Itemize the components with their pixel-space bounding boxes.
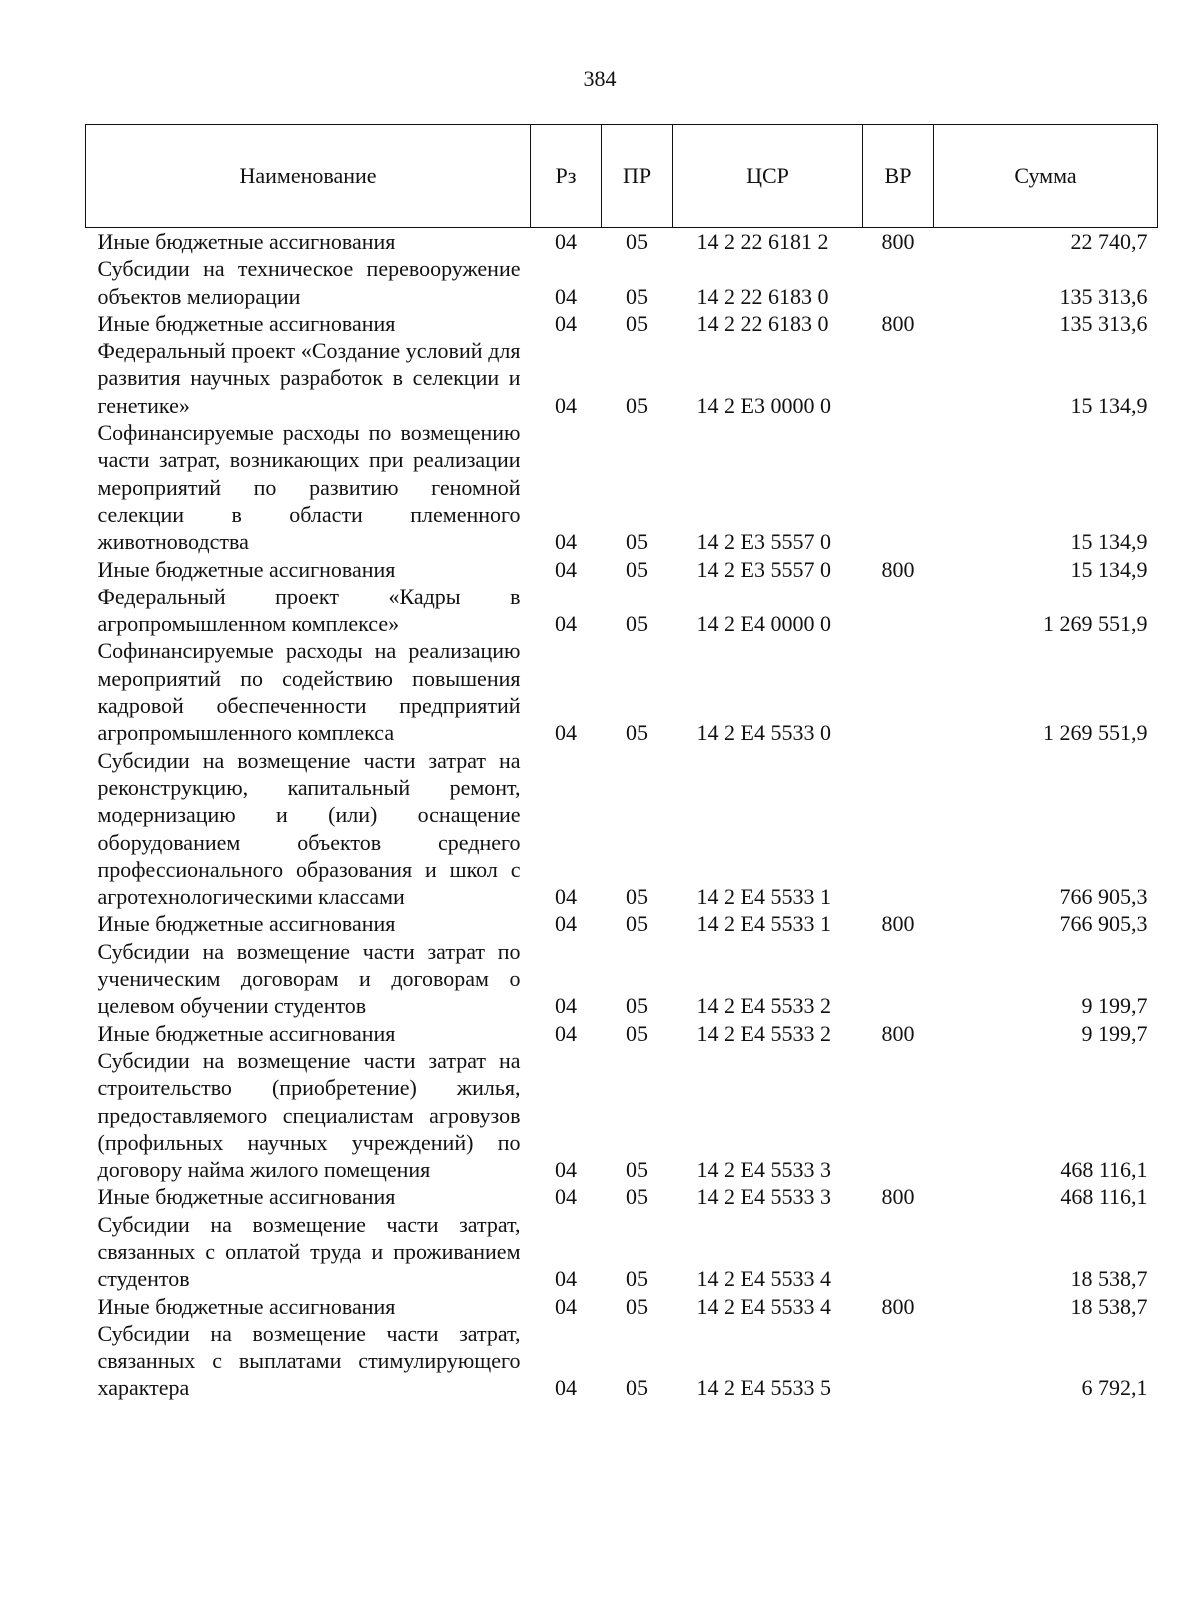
header-name: Наименование — [86, 125, 531, 228]
cell-vr — [863, 583, 934, 638]
cell-csr: 14 2 22 6181 2 — [696, 229, 829, 254]
cell-name: Иные бюджетные ассигнования — [97, 1020, 396, 1046]
cell-name: Иные бюджетные ассигнования — [97, 911, 396, 937]
cell-name: Иные бюджетные ассигнования — [97, 229, 396, 254]
cell-rz: 04 — [555, 1266, 577, 1292]
cell-name: Федеральный проект «Кадры в агропромышленном комплексе» — [97, 583, 521, 637]
cell-sum: 15 134,9 — [1070, 529, 1148, 555]
cell-name: Субсидии на возмещение части затрат по ученическим договорам и договорам о целевом обучении студентов — [97, 938, 521, 1019]
cell-pr: 05 — [626, 1157, 648, 1183]
cell-pr: 05 — [626, 1266, 648, 1292]
header-sum: Сумма — [934, 125, 1158, 228]
table-row — [86, 337, 1158, 419]
table-row — [86, 556, 1158, 583]
cell-name: Субсидии на техническое перевооружение объектов мелиорации — [97, 256, 521, 309]
cell-vr: 800 — [881, 310, 915, 336]
cell-name: Софинансируемые расходы по возмещению части затрат, возникающих при реализации мероприятий по развитию геномной селекции в области племенного животноводства — [97, 420, 521, 555]
cell-vr: 800 — [881, 911, 915, 937]
cell-vr: 800 — [881, 1293, 915, 1319]
table-row — [86, 1047, 1158, 1183]
cell-rz: 04 — [555, 310, 577, 336]
cell-vr: 800 — [881, 556, 915, 582]
cell-pr: 05 — [626, 1184, 648, 1210]
cell-rz: 04 — [555, 611, 577, 637]
cell-pr: 05 — [626, 611, 648, 637]
cell-csr: 14 2 E3 5557 0 — [696, 529, 831, 555]
cell-sum: 6 792,1 — [1081, 1375, 1148, 1401]
table-row — [86, 419, 1158, 555]
cell-sum: 135 313,6 — [1059, 310, 1148, 336]
cell-name: Иные бюджетные ассигнования — [97, 1293, 396, 1319]
cell-pr: 05 — [626, 1020, 648, 1046]
header-vr: ВР — [863, 125, 934, 228]
cell-pr: 05 — [626, 529, 648, 555]
table-row — [86, 910, 1158, 937]
cell-rz: 04 — [555, 911, 577, 937]
cell-rz: 04 — [555, 529, 577, 555]
cell-sum: 9 199,7 — [1081, 993, 1148, 1019]
header-row — [86, 125, 1158, 228]
cell-name: Иные бюджетные ассигнования — [97, 556, 396, 582]
cell-csr: 14 2 22 6183 0 — [696, 283, 829, 309]
budget-table — [85, 124, 1158, 1402]
cell-csr: 14 2 22 6183 0 — [696, 310, 829, 336]
cell-csr: 14 2 E3 0000 0 — [696, 392, 831, 418]
cell-rz: 04 — [555, 993, 577, 1019]
cell-csr: 14 2 E4 5533 2 — [696, 993, 831, 1019]
cell-vr — [863, 255, 934, 310]
header-pr: ПР — [602, 125, 673, 228]
cell-vr — [863, 747, 934, 911]
cell-sum: 468 116,1 — [1060, 1157, 1148, 1183]
cell-csr: 14 2 E4 5533 4 — [696, 1293, 831, 1319]
table-row — [86, 1020, 1158, 1047]
cell-vr — [863, 1047, 934, 1183]
cell-rz: 04 — [555, 1375, 577, 1401]
cell-sum: 18 538,7 — [1070, 1266, 1148, 1292]
cell-name: Иные бюджетные ассигнования — [97, 1184, 396, 1210]
cell-pr: 05 — [626, 911, 648, 937]
cell-vr: 800 — [881, 229, 915, 254]
cell-vr — [863, 1320, 934, 1402]
cell-sum: 468 116,1 — [1060, 1184, 1148, 1210]
cell-vr — [863, 1211, 934, 1293]
cell-pr: 05 — [626, 229, 648, 254]
cell-csr: 14 2 E4 5533 4 — [696, 1266, 831, 1292]
table-row — [86, 1183, 1158, 1210]
cell-sum: 18 538,7 — [1070, 1293, 1148, 1319]
cell-name: Софинансируемые расходы на реализацию мероприятий по содействию повышения кадровой обеспеченности предприятий агропромышленного комплекса — [97, 638, 521, 746]
cell-name: Субсидии на возмещение части затрат на реконструкцию, капитальный ремонт, модернизацию и (или) оснащение оборудованием объектов среднего профессионального образования и школ с агротехнологическими классами — [97, 747, 521, 910]
cell-rz: 04 — [555, 884, 577, 910]
cell-sum: 15 134,9 — [1070, 392, 1148, 418]
cell-rz: 04 — [555, 1157, 577, 1183]
table-row — [86, 310, 1158, 337]
header-csr: ЦСР — [673, 125, 863, 228]
cell-vr — [863, 637, 934, 746]
table-row — [86, 583, 1158, 638]
cell-sum: 766 905,3 — [1059, 884, 1148, 910]
cell-name: Субсидии на возмещение части затрат, связанных с выплатами стимулирующего характера — [97, 1320, 521, 1401]
table-body — [86, 228, 1158, 1402]
cell-name: Субсидии на возмещение части затрат на строительство (приобретение) жилья, предоставляемого специалистам агровузов (профильных научных учреждений) по договору найма жилого помещения — [97, 1047, 521, 1183]
cell-pr: 05 — [626, 1375, 648, 1401]
table-row — [86, 1211, 1158, 1293]
table-row — [86, 1293, 1158, 1320]
cell-pr: 05 — [626, 1293, 648, 1319]
table-row — [86, 637, 1158, 746]
cell-csr: 14 2 E4 5533 3 — [696, 1157, 831, 1183]
cell-vr: 800 — [881, 1020, 915, 1046]
header-rz: Рз — [531, 125, 602, 228]
table-row — [86, 255, 1158, 310]
cell-rz: 04 — [555, 392, 577, 418]
cell-sum: 15 134,9 — [1070, 556, 1148, 582]
cell-pr: 05 — [626, 283, 648, 309]
table-row — [86, 1320, 1158, 1402]
cell-pr: 05 — [626, 392, 648, 418]
cell-rz: 04 — [555, 229, 577, 254]
cell-vr: 800 — [881, 1184, 915, 1210]
cell-csr: 14 2 E4 5533 2 — [696, 1020, 831, 1046]
cell-vr — [863, 337, 934, 419]
cell-name: Федеральный проект «Создание условий для развития научных разработок в селекции и генетике» — [97, 338, 521, 418]
cell-name: Субсидии на возмещение части затрат, связанных с оплатой труда и проживанием студентов — [97, 1211, 521, 1292]
cell-sum: 1 269 551,9 — [1043, 611, 1148, 637]
cell-rz: 04 — [555, 1293, 577, 1319]
cell-rz: 04 — [555, 556, 577, 582]
cell-rz: 04 — [555, 1020, 577, 1046]
cell-csr: 14 2 E3 5557 0 — [696, 556, 831, 582]
page-number: 384 — [583, 66, 617, 91]
cell-csr: 14 2 E4 5533 3 — [696, 1184, 831, 1210]
cell-rz: 04 — [555, 283, 577, 309]
table-header — [86, 125, 1158, 228]
cell-pr: 05 — [626, 720, 648, 746]
cell-sum: 22 740,7 — [1070, 229, 1148, 254]
cell-csr: 14 2 E4 5533 5 — [696, 1375, 831, 1401]
cell-csr: 14 2 E4 0000 0 — [696, 611, 831, 637]
cell-rz: 04 — [555, 1184, 577, 1210]
table-row — [86, 938, 1158, 1020]
cell-sum: 766 905,3 — [1059, 911, 1148, 937]
cell-pr: 05 — [626, 993, 648, 1019]
cell-name: Иные бюджетные ассигнования — [97, 310, 396, 336]
cell-csr: 14 2 E4 5533 1 — [696, 911, 831, 937]
cell-pr: 05 — [626, 556, 648, 582]
cell-vr — [863, 938, 934, 1020]
cell-sum: 9 199,7 — [1081, 1020, 1148, 1046]
cell-pr: 05 — [626, 310, 648, 336]
cell-sum: 135 313,6 — [1059, 283, 1148, 309]
table-row — [86, 747, 1158, 911]
cell-csr: 14 2 E4 5533 1 — [696, 884, 831, 910]
cell-sum: 1 269 551,9 — [1043, 720, 1148, 746]
cell-rz: 04 — [555, 720, 577, 746]
cell-vr — [863, 419, 934, 555]
table-row — [86, 228, 1158, 256]
cell-csr: 14 2 E4 5533 0 — [696, 720, 831, 746]
cell-pr: 05 — [626, 884, 648, 910]
